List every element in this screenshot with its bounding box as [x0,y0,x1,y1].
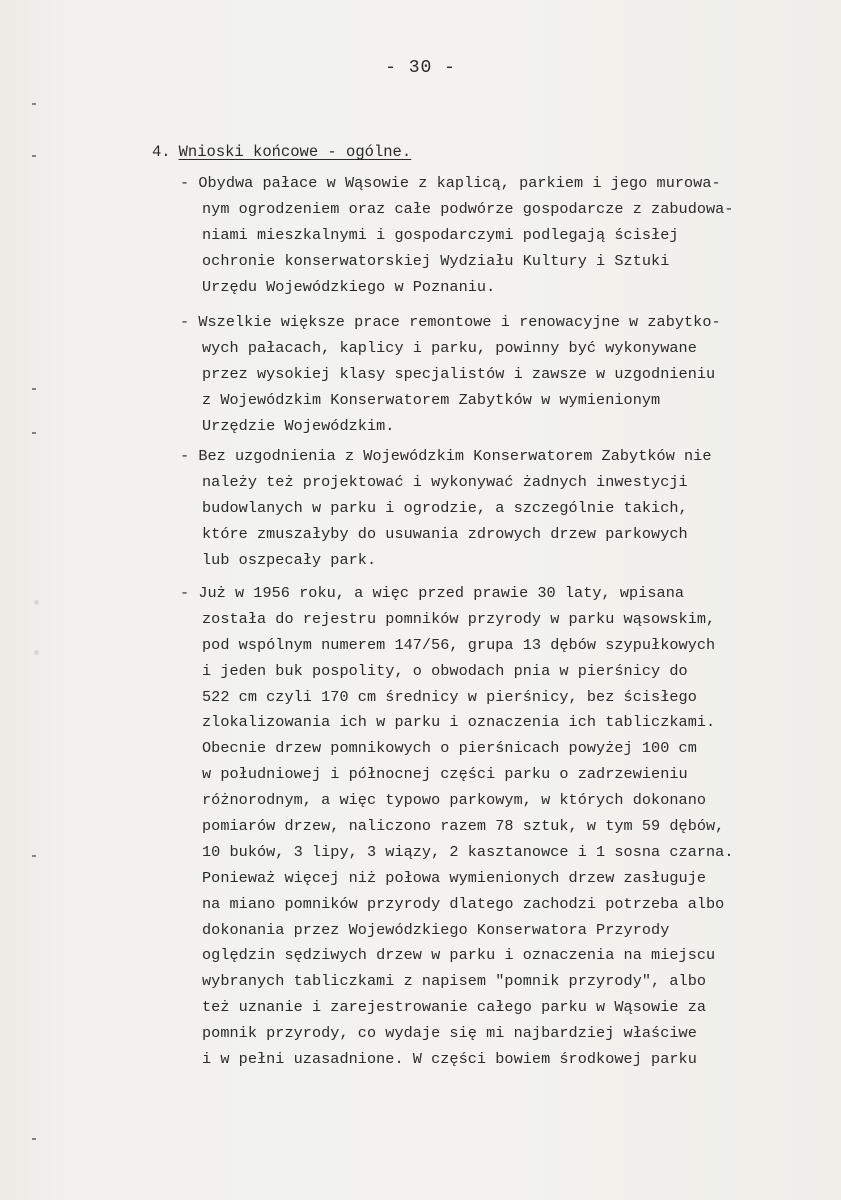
text-line: różnorodnym, a więc typowo parkowym, w których dokonano [202,791,707,810]
text-line: Ponieważ więcej niż połowa wymienionych drzew zasługuje [202,868,707,887]
margin-mark [32,1138,36,1140]
text-line: Obecnie drzew pomnikowych o pierśnicach powyżej 100 cm [202,739,697,758]
text-line: - Bez uzgodnienia z Wojewódzkim Konserwatorem Zabytków nie [180,447,712,465]
text-line: wych pałacach, kaplicy i parku, powinny być wykonywane [202,338,697,357]
text-line: i w pełni uzasadnione. W części bowiem środkowej parku [202,1050,697,1069]
text-line: dokonania przez Wojewódzkiego Konserwatora Przyrody [202,920,670,939]
text-line: niami mieszkalnymi i gospodarczymi podlegają ścisłej [202,225,679,244]
heading-title: Wnioski końcowe - ogólne. [178,143,412,161]
text-line: pod wspólnym numerem 147/56, grupa 13 dębów szypułkowych [202,635,716,654]
text-line: lub oszpecały park. [202,550,377,569]
paragraph-1 [180,171,820,300]
text-line: też uznanie i zarejestrowanie całego parku w Wąsowie za [202,998,707,1017]
paragraph-3 [180,444,820,573]
section-heading [152,143,411,161]
text-line: ochronie konserwatorskiej Wydziału Kultury i Sztuki [202,251,670,270]
text-line: została do rejestru pomników przyrody w parku wąsowskim, [202,609,716,628]
text-line: 522 cm czyli 170 cm średnicy w pierśnicy, bez ścisłego [202,687,697,706]
text-line: zlokalizowania ich w parku i oznaczenia ich tabliczkami. [202,713,716,732]
paragraph-2 [180,310,820,439]
text-line: wybranych tabliczkami z napisem "pomnik przyrody", albo [202,972,707,991]
text-line: które zmuszałyby do usuwania zdrowych drzew parkowych [202,524,688,543]
text-line: - Obydwa pałace w Wąsowie z kaplicą, parkiem i jego murowa- [180,174,721,192]
text-line: w południowej i północnej części parku o zadrzewieniu [202,765,688,784]
text-line: należy też projektować i wykonywać żadnych inwestycji [202,472,688,491]
text-line: i jeden buk pospolity, o obwodach pnia w pierśnicy do [202,661,688,680]
page-number: - 30 - [385,58,456,78]
text-line: przez wysokiej klasy specjalistów i zawsze w uzgodnieniu [202,364,716,383]
text-line: na miano pomników przyrody dlatego zachodzi potrzeba albo [202,894,725,913]
text-line: pomnik przyrody, co wydaje się mi najbardziej właściwe [202,1024,697,1043]
text-line: pomiarów drzew, naliczono razem 78 sztuk, w tym 59 dębów, [202,817,725,836]
text-line: nym ogrodzeniem oraz całe podwórze gospodarcze z zabudowa- [202,199,734,218]
text-line: budowlanych w parku i ogrodzie, a szczególnie takich, [202,498,688,517]
heading-number: 4. [152,143,171,161]
margin-mark [32,432,36,434]
text-line: - Już w 1956 roku, a więc przed prawie 30 laty, wpisana [180,584,685,602]
margin-mark [32,103,36,105]
paragraph-4 [180,581,820,1073]
margin-mark [32,155,36,157]
margin-mark [32,855,36,857]
text-line: z Wojewódzkim Konserwatorem Zabytków w wymienionym [202,390,661,409]
text-line: - Wszelkie większe prace remontowe i renowacyjne w zabytko- [180,313,721,331]
punch-hole [34,650,39,655]
margin-mark [32,388,36,390]
text-line: 10 buków, 3 lipy, 3 wiązy, 2 kasztanowce i 1 sosna czarna. [202,842,734,861]
text-line: oględzin sędziwych drzew w parku i oznaczenia na miejscu [202,946,716,965]
punch-hole [34,600,39,605]
text-line: Urzędu Wojewódzkiego w Poznaniu. [202,277,496,296]
text-line: Urzędzie Wojewódzkim. [202,416,395,435]
